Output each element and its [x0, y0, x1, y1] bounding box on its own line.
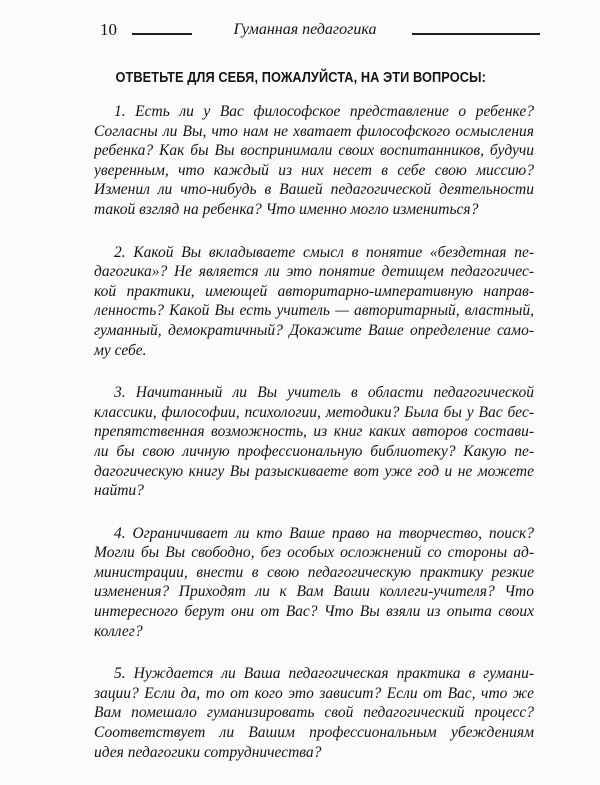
header-rule-left: [132, 33, 192, 35]
question-line: министрации, внести в свою педагогическую практику резкие: [94, 563, 534, 581]
question-5: [94, 664, 534, 762]
question-line: дагогика»? Не является ли это понятие детищем педагогичес-: [94, 263, 534, 281]
questions-list: [94, 102, 534, 785]
question-line: такой взгляд на ребенка? Что именно могло измениться?: [94, 200, 479, 218]
question-line: ли бы свою личную профессиональную библиотеку? Какую пе-: [94, 442, 534, 460]
question-line: идея педагогики сотрудничества?: [94, 743, 322, 761]
running-header: [100, 20, 540, 44]
question-line: Согласны ли Вы, что нам не хватает философского осмысления: [94, 122, 534, 140]
question-line: ребенка? Как бы Вы воспринимали своих воспитанников, будучи: [94, 142, 534, 160]
question-line: Вам помешало гуманизировать свой педагогический процесс?: [94, 704, 534, 722]
question-line: Соответствует ли Вашим профессиональным убеждениям: [94, 724, 534, 742]
page-number: 10: [100, 20, 117, 39]
question-line: дагогическую книгу Вы разыскиваете вот уже год и не можете: [94, 462, 534, 480]
question-line: 3. Начитанный ли Вы учитель в области педагогической: [114, 384, 534, 402]
question-line: гуманный, демократичный? Докажите Ваше определение само-: [94, 321, 534, 339]
question-line: 1. Есть ли у Вас философское представление о ребенке?: [114, 103, 534, 120]
question-line: изменения? Приходят ли к Вам Ваши коллеги-учителя? Что: [94, 583, 534, 601]
question-line: му себе.: [94, 341, 147, 359]
header-rule-right: [412, 33, 540, 35]
question-line: препятственная возможность, из книг каких авторов состави-: [94, 423, 534, 441]
question-line: классики, философии, психологии, методики? Была бы у Вас бес-: [94, 403, 534, 421]
question-line: зации? Если да, то от кого это зависит? Если от Вас, что же: [94, 684, 534, 702]
question-line: 2. Какой Вы вкладываете смысл в понятие «бездетная пе-: [114, 243, 534, 261]
question-line: 4. Ограничивает ли кто Ваше право на творчество, поиск?: [114, 524, 534, 542]
question-line: интересного берут они от Вас? Что Вы взяли из опыта своих: [94, 603, 534, 621]
question-3: [94, 383, 534, 501]
question-line: кой практики, имеющей авторитарно-императивную направ-: [94, 282, 534, 300]
question-line: уверенным, что каждый из них несет в себе свою миссию?: [94, 161, 534, 179]
question-line: коллег?: [94, 622, 143, 640]
running-title: Гуманная педагогика: [233, 21, 377, 38]
question-4: [94, 524, 534, 642]
question-line: Изменил ли что-нибудь в Вашей педагогической деятельности: [94, 181, 534, 199]
question-line: 5. Нуждается ли Ваша педагогическая практика в гумани-: [114, 665, 534, 683]
question-2: [94, 243, 534, 361]
section-heading: ОТВЕТЬТЕ ДЛЯ СЕБЯ, ПОЖАЛУЙСТА, НА ЭТИ ВОПРОСЫ:: [115, 70, 486, 86]
question-1: [94, 102, 534, 220]
question-line: Могли бы Вы свободно, без особых осложнений со стороны ад-: [94, 544, 534, 562]
question-line: ленность? Какой Вы есть учитель — авторитарный, властный,: [94, 302, 534, 320]
question-line: найти?: [94, 482, 144, 500]
